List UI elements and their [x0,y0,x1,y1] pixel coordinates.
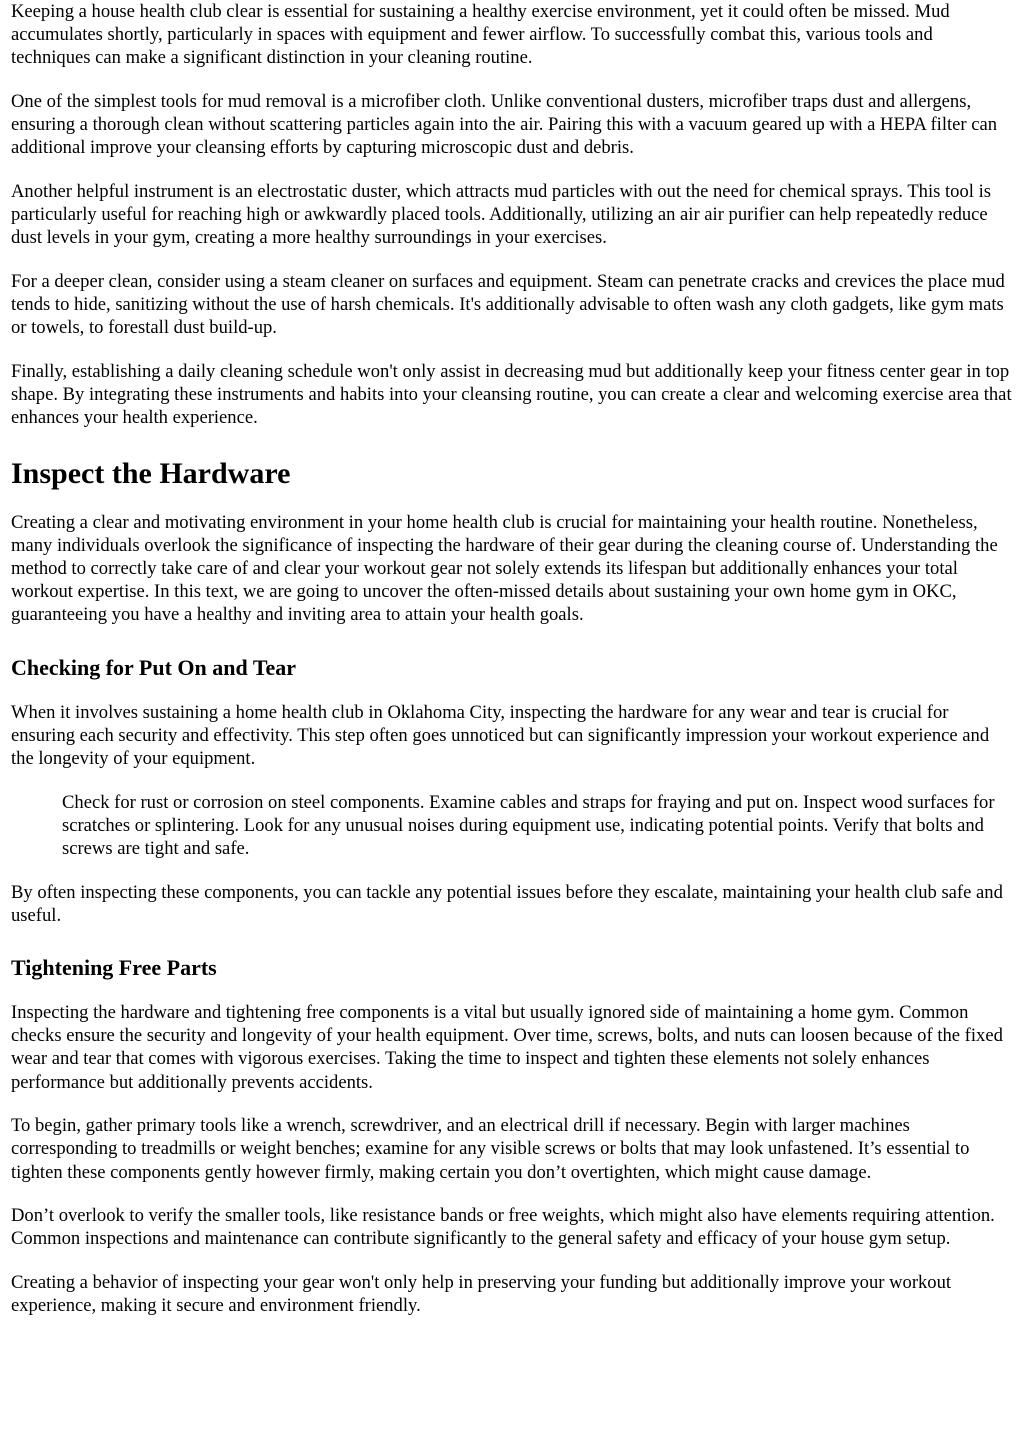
intro-paragraph-5: Finally, establishing a daily cleaning schedule won't only assist in decreasing mud but additionally keep your fitness center gear in top shape. By integrating these instruments and habits into your cleansing routine, you can create a clear and welcoming exercise area that enhances your health experience. [11,361,1012,429]
tighten-paragraph-4: Creating a behavior of inspecting your gear won't only help in preserving your funding but additionally improve your workout experience, making it secure and environment friendly. [11,1272,952,1317]
tighten-paragraph-1: Inspecting the hardware and tightening free components is a vital but usually ignored side of maintaining a home gym. Common checks ensure the security and longevity of your health equipment. Over time, screws, bolts, and nuts can loosen because of the fixed wear and tear that comes with vigorous exercises. Taking the time to inspect and tighten these elements not solely enhances performance but additionally prevents accidents. [11,1002,1003,1093]
tighten-paragraph-3: Don’t overlook to verify the smaller tools, like resistance bands or free weights, which might also have elements requiring attention. Common inspections and maintenance can contribute significantly to the general safety and efficacy of your house gym setup. [11,1205,995,1250]
tighten-heading: Tightening Free Parts [11,955,217,981]
section-paragraph: Creating a clear and motivating environment in your home health club is crucial for maintaining your health routine. Nonetheless, many individuals overlook the significance of inspecting the hardware of their gear during the cleaning course of. Understanding the method to correctly take care of and clear your workout gear not solely extends its lifespan but additionally enhances your total workout expertise. In this text, we are going to uncover the often-missed details about sustaining your own home gym in OKC, guaranteeing you have a healthy and inviting area to attain your health goals. [11,511,998,626]
wear-heading: Checking for Put On and Tear [11,654,297,680]
wear-paragraph: When it involves sustaining a home health club in Oklahoma City, inspecting the hardware for any wear and tear is crucial for ensuring each security and effectivity. This step often goes unnoticed but can significantly impression your workout experience and the longevity of your equipment. [11,701,990,770]
wear-checklist-quote: Check for rust or corrosion on steel components. Examine cables and straps for fraying and put on. Inspect wood surfaces for scratches or splintering. Look for any unusual noises during equipment use, indicating potential points. Verify that bolts and screws are tight and safe. [62,791,995,860]
wear-closing-paragraph: By often inspecting these components, you can tackle any potential issues before they escalate, maintaining your health club safe and useful. [11,881,1003,926]
section-heading: Inspect the Hardware [11,456,291,490]
intro-paragraph-4: For a deeper clean, consider using a steam cleaner on surfaces and equipment. Steam can penetrate cracks and crevices the place mud tends to hide, sanitizing without the use of harsh chemicals. It's additionally advisable to often wash any cloth gadgets, like gym mats or towels, to forestall dust build-up. [11,271,1005,339]
intro-paragraph-2: One of the simplest tools for mud removal is a microfiber cloth. Unlike conventional dusters, microfiber traps dust and allergens, ensuring a thorough clean without scattering particles again into the air. Pairing this with a vacuum geared up with a HEPA filter can additional improve your cleansing efforts by capturing microscopic dust and debris. [11,91,998,159]
intro-paragraph-3: Another helpful instrument is an electrostatic duster, which attracts mud particles with out the need for chemical sprays. This tool is particularly useful for reaching high or awkwardly placed tools. Additionally, utilizing an air air purifier can help repeatedly reduce dust levels in your gym, creating a more healthy surroundings in your exercises. [11,181,991,249]
tighten-paragraph-2: To begin, gather primary tools like a wrench, screwdriver, and an electrical drill if necessary. Begin with larger machines corresponding to treadmills or weight benches; examine for any visible screws or bolts that may look unfastened. It’s essential to tighten these components gently however firmly, making certain you don’t overtighten, which might cause damage. [11,1115,970,1183]
intro-paragraph-1: Keeping a house health club clear is essential for sustaining a healthy exercise environment, yet it could often be missed. Mud accumulates shortly, particularly in spaces with equipment and fewer airflow. To successfully combat this, various tools and techniques can make a significant distinction in your cleaning routine. [11,1,950,69]
